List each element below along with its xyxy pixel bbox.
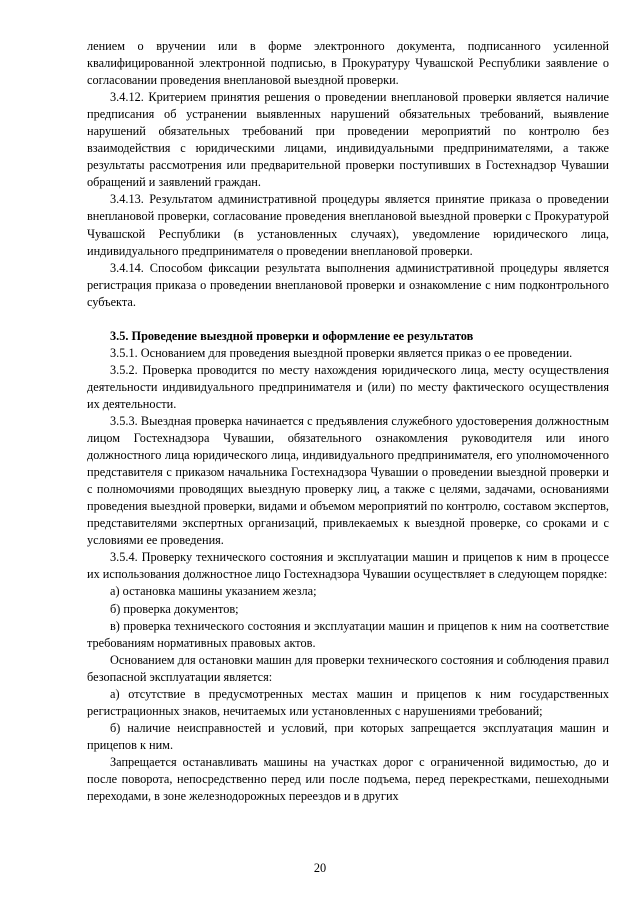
document-page (87, 38, 609, 805)
page-number: 20 (313, 861, 327, 875)
paragraph: 3.4.12. Критерием принятия решения о проведении внеплановой проверки является наличие предписания об устранении выявленных нарушений обязательных требований, выявление нарушений обязательных требований при проведении мероприятий по контролю без взаимодействия с юридическими лицами, индивидуальными предпринимателями, а также результаты рассмотрения или предварительной проверки поступивших в Гостехнадзор Чувашии обращений и заявлений граждан. (87, 90, 609, 190)
list-item: а) отсутствие в предусмотренных местах машин и прицепов к ним государственных регистрационных знаков, нечитаемых или установленных с нарушениями требований; (87, 686, 609, 718)
list-item: а) остановка машины указанием жезла; (110, 584, 317, 599)
paragraph: Основанием для остановки машин для проверки технического состояния и соблюдения правил безопасной эксплуатации является: (87, 652, 609, 684)
paragraph: 3.5.2. Проверка проводится по месту нахождения юридического лица, месту осуществления деятельности индивидуального предпринимателя и (или) по месту фактического осуществления их деятельности. (87, 362, 609, 411)
section-heading: 3.5. Проведение выездной проверки и оформление ее результатов (110, 328, 474, 343)
paragraph: 3.5.4. Проверку технического состояния и эксплуатации машин и прицепов к ним в процессе их использования должностное лицо Гостехнадзора Чувашии осуществляет в следующем порядке: (87, 550, 609, 582)
paragraph: лением о вручении или в форме электронного документа, подписанного усиленной квалифицированной электронной подписью, в Прокуратуру Чувашской Республики заявление о согласовании проведения внеплановой выездной проверки. (87, 39, 609, 88)
paragraph: 3.4.13. Результатом административной процедуры является принятие приказа о проведении внеплановой проверки, согласование проведения внеплановой выездной проверки с Прокуратурой Чувашской Республики (в установленных случаях), уведомление юридического лица, индивидуального предпринимателя о проведении внеплановой проверки. (87, 192, 609, 258)
paragraph: 3.4.14. Способом фиксации результата выполнения административной процедуры является регистрация приказа о проведении внеплановой проверки и ознакомление с ним подконтрольного субъекта. (87, 260, 609, 309)
list-item: б) проверка документов; (110, 601, 239, 616)
list-item: б) наличие неисправностей и условий, при которых запрещается эксплуатация машин и прицепов к ним. (87, 720, 609, 752)
paragraph: 3.5.1. Основанием для проведения выездной проверки является приказ о ее проведении. (110, 345, 573, 360)
list-item: в) проверка технического состояния и эксплуатации машин и прицепов к ним на соответствие требованиям нормативных правовых актов. (87, 618, 609, 650)
paragraph: 3.5.3. Выездная проверка начинается с предъявления служебного удостоверения должностным лицом Гостехнадзора Чувашии, обязательного ознакомления руководителя или иного должностного лица юридического лица, индивидуального предпринимателя, его уполномоченного представителя с приказом начальника Гостехнадзора Чувашии о проведении выездной проверки и с полномочиями проводящих выездную проверку лиц, а также с целями, задачами, основаниями проведения выездной проверки, видами и объемом мероприятий по контролю, составом экспертов, представителями экспертных организаций, привлекаемых к выездной проверке, со сроками и с условиями ее проведения. (87, 413, 609, 548)
paragraph: Запрещается останавливать машины на участках дорог с ограниченной видимостью, до и после поворота, непосредственно перед или после подъема, перед перекрестками, пешеходными переходами, в зоне железнодорожных переездов и в других (87, 754, 609, 804)
